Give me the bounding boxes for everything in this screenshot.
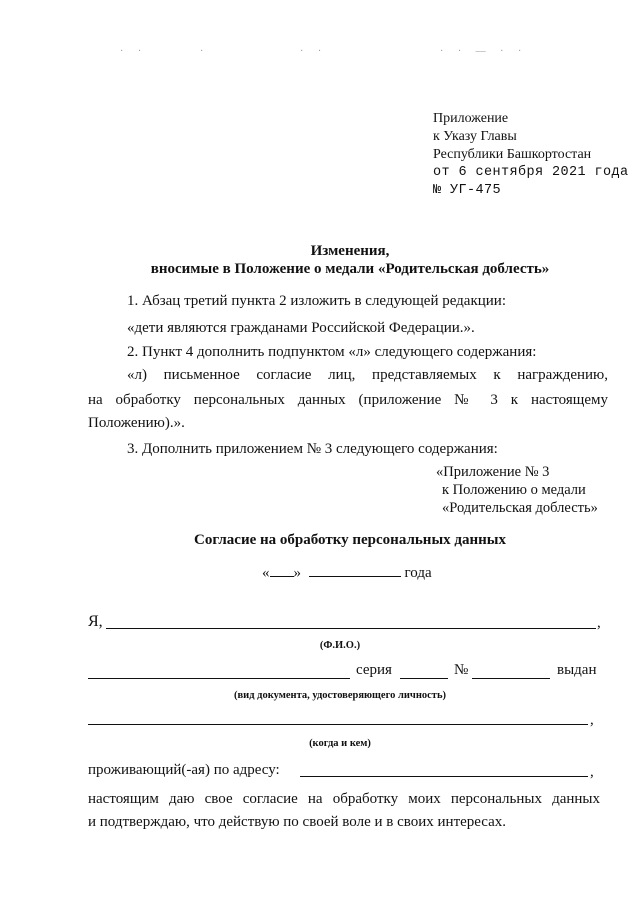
when-caption: (когда и кем) xyxy=(309,738,371,749)
document-type-field[interactable] xyxy=(88,678,350,679)
item-1-text: «дети являются гражданами Российской Федерации.». xyxy=(127,320,475,336)
appendix-header-line: «Родительская доблесть» xyxy=(442,500,598,516)
item-3: 3. Дополнить приложением № 3 следующего содержания: xyxy=(127,441,498,457)
consent-date-line xyxy=(262,562,432,582)
year-label: года xyxy=(404,565,432,581)
comma: , xyxy=(597,615,601,631)
header-line: Приложение xyxy=(433,111,509,126)
title-line: Изменения, xyxy=(310,243,390,259)
address-field[interactable] xyxy=(300,776,588,777)
final-text-line: настоящим даю свое согласие на обработку моих персональных данных xyxy=(88,791,600,807)
header-date: от 6 сентября 2021 года xyxy=(433,165,629,180)
document-caption: (вид документа, удостоверяющего личность) xyxy=(233,690,446,701)
ya-label: Я, xyxy=(88,613,103,630)
item-2-text-line: Положению).». xyxy=(88,415,185,431)
appendix-header xyxy=(436,463,598,517)
document-header xyxy=(433,110,629,200)
fio-field[interactable] xyxy=(106,628,596,629)
number-label: № xyxy=(454,662,469,678)
appendix-header-line: «Приложение № 3 xyxy=(436,464,550,480)
appendix-header-line: к Положению о медали xyxy=(442,482,586,498)
comma: , xyxy=(590,712,594,728)
month-field[interactable] xyxy=(309,562,401,577)
seria-label: серия xyxy=(356,662,392,678)
final-text-line: и подтверждаю, что действую по своей воле и в своих интересах. xyxy=(88,814,507,830)
number-field[interactable] xyxy=(472,678,550,679)
day-field[interactable] xyxy=(270,562,294,577)
header-number: № УГ-475 xyxy=(433,183,502,198)
item-1: 1. Абзац третий пункта 2 изложить в следующей редакции: xyxy=(127,293,507,309)
fio-caption: (Ф.И.О.) xyxy=(319,640,361,651)
header-line: Республики Башкортостан xyxy=(433,147,592,162)
issued-label: выдан xyxy=(557,662,597,678)
item-2: 2. Пункт 4 дополнить подпунктом «л» следующего содержания: xyxy=(127,344,537,360)
residing-label: проживающий(-ая) по адресу: xyxy=(88,762,280,778)
comma: , xyxy=(590,764,594,780)
item-2-text-line: на обработку персональных данных (приложение № 3 к настоящему xyxy=(88,392,608,408)
item-2-text-line: «л) письменное согласие лиц, представляемых к награждению, xyxy=(127,367,608,383)
seria-field[interactable] xyxy=(400,678,448,679)
scan-artifacts: · · — · · xyxy=(440,46,528,57)
issued-by-field[interactable] xyxy=(88,724,588,725)
consent-title: Согласие на обработку персональных данных xyxy=(193,532,506,548)
scan-artifacts: · xyxy=(200,46,210,57)
date-quote-close: » xyxy=(293,565,301,581)
document-title xyxy=(80,242,620,278)
scan-artifacts: · · xyxy=(120,46,148,57)
title-line: вносимые в Положение о медали «Родительская доблесть» xyxy=(150,261,550,277)
date-quote-open: « xyxy=(262,565,270,581)
header-line: к Указу Главы xyxy=(433,129,517,144)
scan-artifacts: · · xyxy=(300,46,328,57)
